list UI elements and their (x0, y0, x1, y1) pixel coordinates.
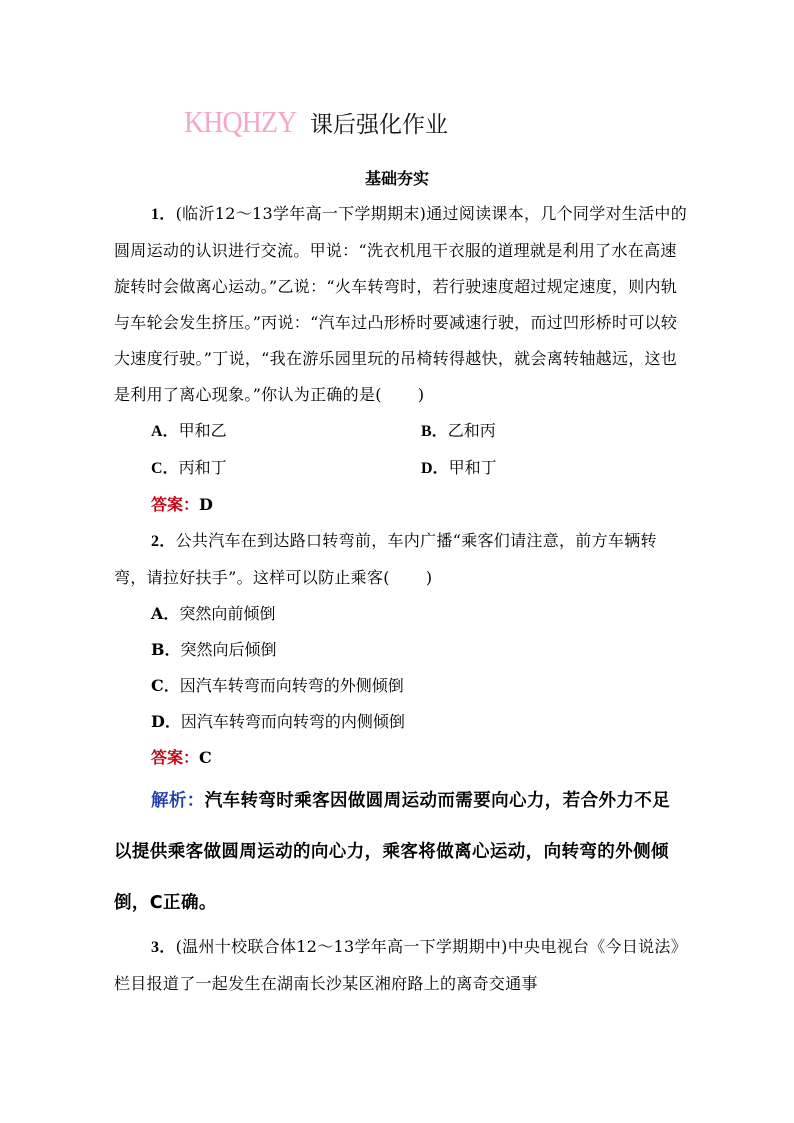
header-title: 课后强化作业 (309, 111, 448, 138)
publisher-logo: KHQHZY (184, 104, 297, 139)
option-a (114, 596, 687, 632)
option-letter: C． (151, 460, 179, 477)
option-text: 乙和丙 (447, 421, 496, 440)
option-b (421, 413, 691, 450)
page-header (184, 104, 448, 144)
question-2-stem (114, 523, 687, 596)
question-1-stem (114, 196, 687, 413)
question-2-analysis (114, 776, 687, 929)
question-3-stem (114, 929, 687, 1002)
answer-label: 答案： (151, 495, 200, 514)
question-text: 公共汽车在到达路口转弯前，车内广播“乘客们请注意，前方车辆转弯，请拉好扶手”。这样可以防止乘客( (114, 531, 657, 587)
question-text: (温州十校联合体12～13学年高一下学期期中)中央电视台《今日说法》栏目报道了一起发生在湖南长沙某区湘府路上的离奇交通事 (114, 937, 688, 993)
option-text: 甲和乙 (178, 421, 227, 440)
question-number: 3． (151, 939, 176, 956)
option-letter: C． (151, 676, 180, 695)
answer-label: 答案： (151, 748, 200, 767)
option-letter: B． (421, 423, 448, 440)
analysis-text: 汽车转弯时乘客因做圆周运动而需要向心力，若合外力不足以提供乘客做圆周运动的向心力，乘客将做离心运动，向转弯的外侧倾倒，C正确。 (114, 791, 671, 913)
option-text: 因汽车转弯而向转弯的外侧倾倒 (179, 676, 404, 695)
question-1-answer (114, 487, 687, 523)
answer-value: D (199, 495, 213, 514)
question-1-options (114, 413, 687, 487)
option-d (114, 704, 687, 740)
question-text-tail: ) (425, 568, 433, 587)
question-1 (114, 196, 687, 523)
option-letter: B． (151, 640, 181, 659)
option-letter: D． (421, 460, 449, 477)
section-title: 基础夯实 (364, 169, 429, 188)
option-text: 突然向前倾倒 (179, 604, 276, 623)
question-list (114, 196, 687, 1002)
answer-value: C (199, 748, 212, 767)
question-number: 2． (151, 533, 176, 550)
question-2-answer (114, 740, 687, 776)
option-c (114, 668, 687, 704)
question-2 (114, 523, 687, 929)
option-text: 甲和丁 (448, 458, 497, 477)
analysis-label: 解析： (151, 791, 205, 811)
question-text: (临沂12～13学年高一下学期期末)通过阅读课本，几个同学对生活中的圆周运动的认识进行交流。甲说：“洗衣机甩干衣服的道理就是利用了水在高速旋转时会做离心运动。”乙说：“火车转弯时，若行驶速度超过规定速度，则内轨与车轮会发生挤压。”丙说：“汽车过凸形桥时要减速行驶，而过凹形桥时可以较大速度行驶。”丁说，“我在游乐园里玩的吊椅转得越快，就会离转轴越远，这也是利用了离心现象。”你认为正确的是( (114, 204, 688, 404)
option-text: 因汽车转弯而向转弯的内侧倾倒 (180, 712, 405, 731)
option-b (114, 632, 687, 668)
option-letter: A． (151, 604, 180, 623)
option-letter: D． (151, 712, 181, 731)
question-text-tail: ) (417, 385, 425, 404)
question-number: 1． (151, 206, 176, 223)
option-letter: A． (151, 423, 179, 440)
option-c (151, 450, 421, 487)
question-3 (114, 929, 687, 1002)
option-a (151, 413, 421, 450)
option-text: 丙和丁 (178, 458, 227, 477)
option-d (421, 450, 691, 487)
option-text: 突然向后倾倒 (180, 640, 277, 659)
